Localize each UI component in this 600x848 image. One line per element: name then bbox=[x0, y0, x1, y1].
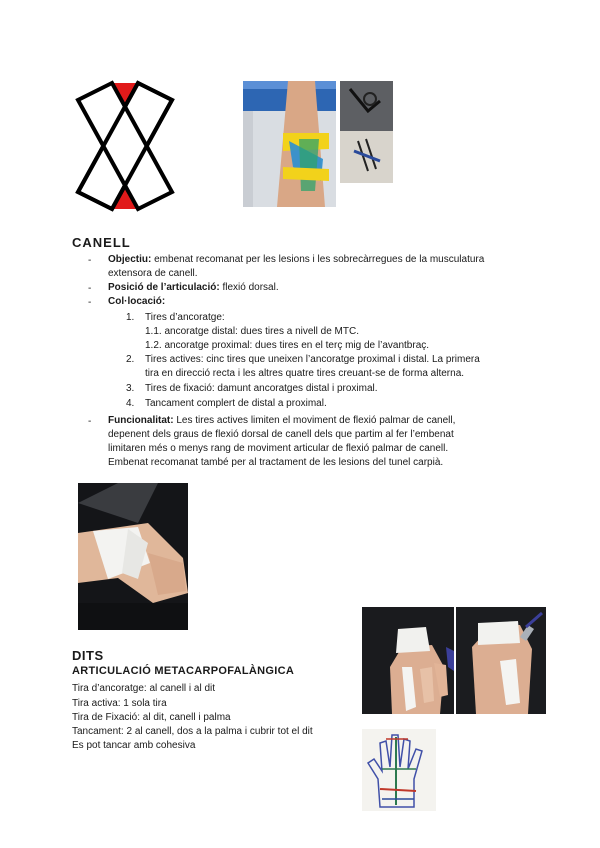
dits-line-1: Tira d’ancoratge: al canell i al dit bbox=[72, 683, 216, 694]
posicio-text: flexió dorsal. bbox=[222, 282, 279, 293]
posicio-label: Posició de l’articulació: bbox=[108, 282, 220, 293]
collocacio-label: Col·locació: bbox=[108, 296, 166, 307]
funcionalitat-label: Funcionalitat: bbox=[108, 415, 174, 426]
section-subtitle-mcp: ARTICULACIÓ METACARPOFALÀNGICA bbox=[72, 665, 295, 677]
hand-drawing-sketch bbox=[362, 729, 436, 811]
bullet-dash: - bbox=[88, 255, 92, 266]
step-text: Tancament complert de distal a proximal. bbox=[145, 398, 327, 409]
dits-line-3: Tira de Fixació: al dit, canell i palma bbox=[72, 712, 231, 723]
funcionalitat-line-2: depenent dels graus de flexió dorsal de canell dels que partim al fer l’embenat bbox=[108, 429, 454, 440]
bullet-dash: - bbox=[88, 283, 92, 294]
funcionalitat-line-3: limitaren més o menys rang de moviment articular de flexió palmar de canell. bbox=[108, 443, 449, 454]
step-text: Tires actives: cinc tires que uneixen l’ancoratge proximal i distal. La primera bbox=[145, 354, 480, 365]
objectiu-label: Objectiu: bbox=[108, 254, 152, 265]
bullet-dash: - bbox=[88, 297, 92, 308]
section-title-canell: CANELL bbox=[72, 235, 131, 250]
step-text: tira en direcció recta i les altres quatre tires creuant-se de forma alterna. bbox=[145, 368, 465, 379]
step-num: 2. bbox=[126, 354, 135, 365]
step-text: Tires de fixació: damunt ancoratges distal i proximal. bbox=[145, 383, 378, 394]
wrist-tape-photo bbox=[78, 483, 188, 630]
posicio-line bbox=[108, 281, 279, 295]
step-num: 1. bbox=[126, 312, 135, 323]
kinesio-tape-arm-photo bbox=[243, 81, 336, 207]
dits-line-4: Tancament: 2 al canell, dos a la palma i cubrir tot el dit bbox=[72, 726, 313, 737]
dits-line-5: Es pot tancar amb cohesiva bbox=[72, 740, 196, 751]
section-title-dits: DITS bbox=[72, 648, 104, 663]
bullet-dash: - bbox=[88, 416, 92, 427]
funcionalitat-text: Les tires actives limiten el moviment de flexió palmar de canell, bbox=[176, 415, 456, 426]
tape-sketch-photo bbox=[340, 81, 393, 183]
objectiu-line-1 bbox=[108, 253, 484, 267]
objectiu-text: embenat recomanat per les lesions i les sobrecàrregues de la musculatura bbox=[154, 254, 485, 265]
funcionalitat-line-4: Embenat recomanat també per al tractament de les lesions del tunel carpià. bbox=[108, 457, 444, 468]
finger-tape-photo-1 bbox=[362, 607, 454, 714]
objectiu-line-2: extensora de canell. bbox=[108, 268, 198, 279]
step-text: Tires d’ancoratge: bbox=[145, 312, 225, 323]
step-text: 1.1. ancoratge distal: dues tires a nivell de MTC. bbox=[145, 326, 359, 337]
funcionalitat-line-1 bbox=[108, 414, 455, 428]
dits-line-2: Tira activa: 1 sola tira bbox=[72, 698, 167, 709]
finger-tape-photo-2 bbox=[456, 607, 546, 714]
step-text: 1.2. ancoratge proximal: dues tires en el terç mig de l’avantbraç. bbox=[145, 340, 430, 351]
x-tape-diagram bbox=[72, 80, 178, 212]
step-num: 4. bbox=[126, 398, 135, 409]
step-num: 3. bbox=[126, 383, 135, 394]
